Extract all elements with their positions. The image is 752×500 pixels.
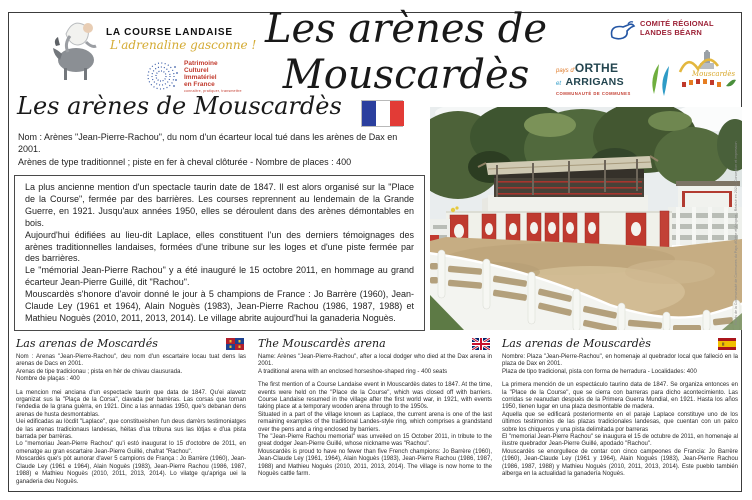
gascon-intro-3: Nombre de plaças : 400: [16, 376, 80, 383]
course-landaise-tagline: L'adrenaline gasconne !: [110, 38, 257, 52]
gascon-intro-1: Nom : Arenas "Jean-Pierre-Rachou", deu nom d'un escartaire locau tuat dens las arenas de Dacs en 2001.: [16, 354, 246, 368]
english-paragraph-3: The "Jean-Pierre Rachou memorial" was unveiled on 15 October 2011, in tribute to the great dodger Jean-Pierre Guillé, whose nickname was "Rachou".: [258, 434, 492, 448]
gascon-heading: [16, 337, 246, 354]
english-intro-1: Name: Arènes "Jean-Pierre-Rachou", after a local dodger who died at the Dax arena in 2001.: [258, 354, 492, 368]
french-paragraph-2: Aujourd'hui édifiées au lieu-dit Laplace, elles constituent l'un des derniers témoignages des arènes traditionnelles landaises, formées d'une tribune sur les loges et d'une piste fermée par des barrières.: [25, 229, 414, 264]
english-intro-2: A traditional arena with an enclosed horseshoe-shaped ring - 400 seats: [258, 368, 448, 375]
patrimoine-line2: Culturel: [184, 67, 209, 74]
patrimoine-line4: en France: [184, 81, 215, 88]
orthe-line2: ARRIGANS: [565, 76, 624, 88]
spanish-intro-1: Nombre: Plaza "Jean-Pierre-Rachou", en homenaje al quebrador local que falleció en la plaza de Dax en 2001.: [502, 354, 738, 368]
gascon-paragraph-4: Moscardés que's pòt aunorar d'aver 5 campions de França : Jo Barrère (1960), Jean-Claude Ley (1961 e 1964), Alain Noguès (1983), Jean-Pierre Rachou (1986, 1987, 1988) e Mathieu Noguès (2010, 2011, 2013, 2014). Lo vilatge qu'apriga uei la ganaderia deu Noguès.: [16, 456, 246, 485]
spanish-paragraph-4: Mouscardès se enorgullece de contar con cinco campeones de Francia: Jo Barrère (1960), Jean-Claude Ley (1961 y 1964), Alain Noguès (1983), Jean-Pierre Rachou (1986, 1987, 1988) y Mathieu Noguès (2010, 2011, 2013, 2014). Este pueblo también alberga en la actualidad la ganadería Noguès.: [502, 448, 738, 478]
english-paragraph-4: Mouscardès is proud to have no fewer than five French champions: Jo Barrère (1960), Jean-Claude Ley (1961, 1964), Alain Noguès (1983), Jean-Pierre Rachou (1986, 1987, 1988) and Mathieu Noguès (2010, 2011, 2013, 2014). The village is now home to the Noguès cattle farm.: [258, 448, 492, 478]
spanish-heading-text: Las arenas de Mouscardès: [502, 337, 651, 350]
spanish-paragraph-2: Aquella que se edificará posteriormente en el paraje Laplace constituye uno de los últimos testimonios de las plazas tradicionales landesas, que cuentan con un palco sobre los chiqueros y una pista delimitada por barreras: [502, 411, 738, 433]
village-crest-figures: [682, 79, 721, 87]
comite-regional-label: [640, 20, 714, 37]
french-paragraph-1: La plus ancienne mention d'un spectacle taurin date de 1847. Il est alors organisé sur la "Place de la Course", fermée par des barrières. Les courses reprennent au lendemain de la Grande Guerre, en 1921. Jusqu'aux années 1950, elles se déroulent dans des arènes démontables en bois.: [25, 182, 414, 228]
english-paragraph-1: The first mention of a Course Landaise event in Mouscardès dates to 1847. At the time, events were held on the "Place de la Course", which was closed off with barriers. Course Landaise resumed in the village after the first world war, in 1921, with events taking place at a temporary wooden arena through to the 1950s.: [258, 382, 492, 411]
gascon-intro-2: Arenas de tipe tradicionau ; pista en hèr de chivau clausurada.: [16, 368, 183, 375]
patrimoine-sub: connaître, pratiquer, transmettre: [184, 89, 242, 93]
gascon-paragraph-2: Uei edificadas au lòcdit "Laplace", que constitueishen l'un deus darrèrs testimoniatges de las arenas tradicionaus landesas, hèitas d'ua tribuna sus las lòtjas e d'ua pista barrada per barrèras.: [16, 419, 246, 441]
uk-flag-icon: [472, 338, 490, 350]
french-intro: [18, 131, 420, 168]
spanish-intro-2: Plaza de tipo tradicional, pista con forma de herradura - Localidades: 400: [502, 368, 697, 375]
english-column: [258, 337, 492, 479]
english-heading-text: The Mouscardès arena: [258, 337, 386, 350]
spanish-column: [502, 337, 738, 479]
gascon-paragraph-3: Lo "memoriau Jean-Pierre Rachou" qu'i estó inaugurat lo 15 d'octobre de 2011, en omenatge au gran escartaire Jean-Pierre Guillé, chafrat "Rachou".: [16, 441, 246, 455]
spanish-heading: [502, 337, 738, 354]
gascon-heading-text: Las arenas de Moscardés: [16, 337, 158, 350]
french-flag-icon: [361, 100, 403, 127]
orthe-pre: pays d': [556, 68, 575, 74]
page-title: Les arènes de Mouscardès: [264, 6, 548, 98]
french-intro-type: Arènes de type traditionnel ; piste en fer à cheval clôturée - Nombre de places : 400: [18, 156, 352, 167]
french-section-heading: Les arènes de Mouscardès: [17, 92, 342, 120]
photo-credit: Fonds de la Communauté de Communes du Pays d'Orthe et Arrigans - Réalisé en 2024 - Conception et impression: [734, 141, 738, 325]
french-paragraph-3: Le "mémorial Jean-Pierre Rachou" y a été inauguré le 15 octobre 2011, en hommage au grand écarteur Jean-Pierre Guillé, dit "Rachou".: [25, 265, 414, 288]
french-paragraph-4: Mouscardès s'honore d'avoir donné le jour à 5 champions de France : Jo Barrère (1960), Jean-Claude Ley (1961 et 1964), Alain Noguès (1983), Jean-Pierre Rachou (1986, 1987, 1988) et Mathieu Noguès (2010, 2011, 2013, 2014). Le village abrite aujourd'hui la ganaderia Noguès.: [25, 289, 414, 323]
gascony-flag-icon: [226, 338, 244, 350]
course-landaise-logo-icon: [50, 16, 104, 82]
english-paragraph-2: Situated in a part of the village known as Laplace, the current arena is one of the last remaining examples of the traditional Landes-style ring, which comprises a grandstand over the pens and a ring enclosed by barriers.: [258, 411, 492, 433]
village-crest-label: Mouscardès: [692, 70, 736, 78]
gascon-paragraph-1: La mencion mei anciana d'un espectacle taurin que data de 1847. Qu'ei alavetz organizat sus la "Plaça de la Corsa", clavada per barrèras. Las corsas que tornan l'endedia de la grana guèrra, en 1921. Dinc a las annadas 1950, que's debanan dens arenas de husta desmontablas.: [16, 389, 246, 418]
comite-cow-icon: [608, 19, 636, 43]
course-landaise-title: LA COURSE LANDAISE: [106, 27, 233, 38]
french-paragraphs-box: [14, 175, 425, 331]
patrimoine-line1: Patrimoine: [184, 60, 218, 67]
orthe-arrigans-logo: [556, 63, 631, 99]
orthe-leaves-icon: [648, 62, 672, 96]
orthe-et: et: [556, 81, 562, 87]
comite-line2: LANDES BÉARN: [640, 27, 702, 37]
orthe-line1: ORTHE: [574, 61, 619, 75]
patrimoine-line3: Immatériel: [184, 74, 217, 81]
spanish-paragraph-3: El "memorial Jean-Pierre Rachou" se inaugura el 15 de octubre de 2011, en homenaje al ilustre quebrador Jean-Pierre Guillé, apodado "Rachou".: [502, 434, 738, 448]
arena-photo: [430, 107, 742, 330]
gascon-column: [16, 337, 246, 486]
orthe-sub: COMMUNAUTÉ DE COMMUNES: [556, 91, 631, 96]
english-heading: [258, 337, 492, 354]
spanish-paragraph-1: La primera mención de un espectáculo taurino data de 1847. Se organiza entonces en la "Place de la Course", que se cierra con barreras para dicho acontecimiento. Las corridas se reanudan después de la Primera Guerra Mundial, en 1921. Hasta los años 1950, tienen lugar en una plaza desmontable de madera.: [502, 382, 738, 411]
french-intro-name: Nom : Arènes "Jean-Pierre-Rachou", du nom d'un écarteur local tué dans les arènes de Dax en 2001.: [18, 132, 398, 155]
village-crest-icon: [674, 50, 738, 98]
spain-flag-icon: [718, 338, 736, 350]
comite-line1: COMITÉ RÉGIONAL: [640, 19, 714, 28]
